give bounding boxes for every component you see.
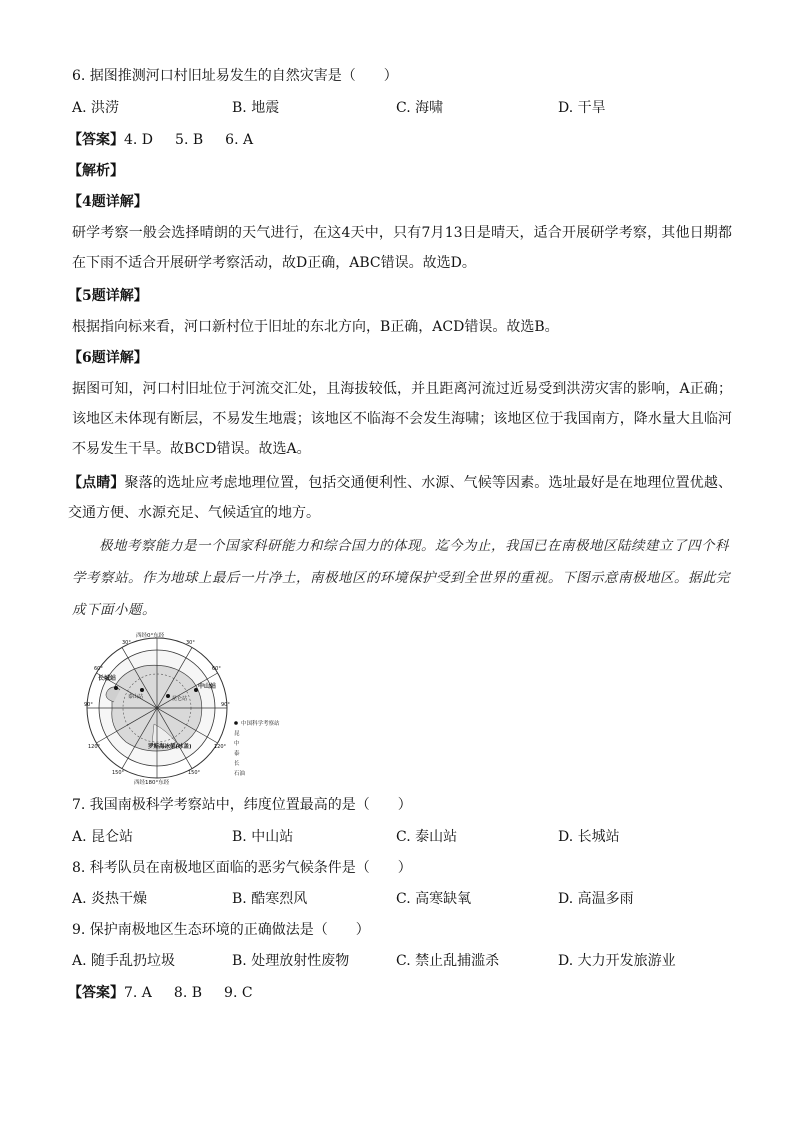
lon-label: 90°	[221, 702, 230, 708]
answer-tag: 【答案】	[68, 132, 124, 148]
station-taishan-marker	[140, 688, 144, 692]
lon-label: 150°	[112, 770, 125, 776]
option-d: D. 干旱	[558, 100, 606, 116]
lon-label: 120°	[214, 744, 227, 750]
question-7-stem: 7. 我国南极科学考察站中，纬度位置最高的是（ ）	[72, 797, 412, 813]
station-kunlun-marker	[166, 694, 170, 698]
map-legend	[234, 719, 280, 777]
option-d: D. 长城站	[558, 829, 620, 845]
answer-line-1	[68, 130, 253, 150]
legend-item: 泰	[234, 751, 240, 757]
detail-4-tag: 【4题详解】	[68, 194, 148, 210]
lon-label: 60°	[94, 666, 103, 672]
dianjing-paragraph	[68, 468, 732, 528]
dianjing-text: 聚落的选址应考虑地理位置，包括交通便利性、水源、气候等因素。选址最好是在地理位置优越、交通方便、水源充足、气候适宜的地方。	[68, 475, 733, 521]
answer-tag: 【答案】	[68, 985, 124, 1001]
lon-label: 30°	[122, 640, 131, 646]
option-c: C. 海啸	[396, 100, 444, 116]
legend-item: 中国科学考察站	[241, 721, 280, 727]
question-7-options	[72, 827, 732, 847]
option-b: B. 处理放射性废物	[232, 953, 350, 969]
option-c: C. 高寒缺氧	[396, 891, 472, 907]
lon-label: 90°	[84, 702, 93, 708]
question-9-stem: 9. 保护南极地区生态环境的正确做法是（ ）	[72, 922, 370, 938]
dianjing-tag: 【点睛】	[68, 475, 125, 491]
map-bottom-label: 西经180°东经	[134, 780, 170, 786]
detail-4-text: 研学考察一般会选择晴朗的天气进行，在这4天中，只有7月13日是晴天，适合开展研学考察，其他日期都在下雨不适合开展研学考察活动，故D正确，ABC错误。故选D。	[72, 225, 732, 271]
lon-label: 120°	[88, 744, 101, 750]
intro-passage: 极地考察能力是一个国家科研能力和综合国力的体现。迄今为止，我国已在南极地区陆续建立了四个科学考察站。作为地球上最后一片净土，南极地区的环境保护受到全世界的重视。下图示意南极地区。据此完成下面小题。	[72, 538, 730, 618]
legend-item: 石油	[234, 771, 246, 777]
option-d: D. 高温多雨	[558, 891, 634, 907]
station-changcheng-marker	[114, 686, 118, 690]
option-b: B. 地震	[232, 100, 280, 116]
lon-label: 60°	[212, 666, 221, 672]
option-d: D. 大力开发旅游业	[558, 953, 676, 969]
legend-item: 长	[234, 761, 240, 767]
question-8-options	[72, 889, 732, 909]
detail-5-text: 根据指向标来看，河口新村位于旧址的东北方向，B正确，ACD错误。故选B。	[72, 319, 559, 335]
question-8-stem: 8. 科考队员在南极地区面临的恶劣气候条件是（ ）	[72, 860, 412, 876]
detail-6-tag: 【6题详解】	[68, 350, 148, 366]
answer-item: 6. A	[225, 132, 254, 148]
option-a: A. 洪涝	[72, 100, 120, 116]
option-a: A. 随手乱扔垃圾	[72, 953, 176, 969]
legend-item: 中	[234, 741, 240, 747]
answer-item: 8. B	[173, 985, 203, 1001]
answer-item: 5. B	[175, 132, 204, 148]
question-9-options	[72, 951, 732, 971]
lon-label: 150°	[188, 770, 201, 776]
answer-item: 9. C	[224, 985, 253, 1001]
option-c: C. 泰山站	[396, 829, 458, 845]
answer-item: 4. D	[124, 132, 154, 148]
question-6-stem: 6. 据图推测河口村旧址易发生的自然灾害是（ ）	[72, 68, 398, 84]
map-top-label: 西经0°东经	[136, 633, 165, 639]
map-place-label: 昆仑站	[172, 696, 188, 702]
option-b: B. 酷寒烈风	[232, 891, 308, 907]
detail-5-tag: 【5题详解】	[68, 288, 148, 304]
option-b: B. 中山站	[232, 829, 294, 845]
answer-line-2	[68, 983, 253, 1003]
option-a: A. 昆仑站	[72, 829, 134, 845]
option-a: A. 炎热干燥	[72, 891, 148, 907]
detail-6-text: 据图可知，河口村旧址位于河流交汇处，且海拔较低，并且距离河流过近易受到洪涝灾害的影响，A正确；该地区未体现有断层，不易发生地震；该地区不临海不会发生海啸；该地区位于我国南方，降水量大且临河不易发生干旱。故BCD错误。故选A。	[72, 381, 732, 457]
answer-item: 7. A	[124, 985, 152, 1001]
option-c: C. 禁止乱捕滥杀	[396, 953, 500, 969]
antarctic-map	[84, 632, 320, 786]
map-place-label: 罗斯海冰架(冰盖)	[148, 744, 192, 750]
question-6-options	[72, 98, 732, 118]
analysis-tag: 【解析】	[68, 163, 124, 179]
legend-item: 昆	[234, 731, 240, 737]
lon-label: 30°	[186, 640, 195, 646]
map-place-label: 长城站	[98, 675, 117, 682]
map-place-label: 中山站	[198, 683, 217, 690]
map-place-label: 泰山站	[128, 694, 144, 700]
